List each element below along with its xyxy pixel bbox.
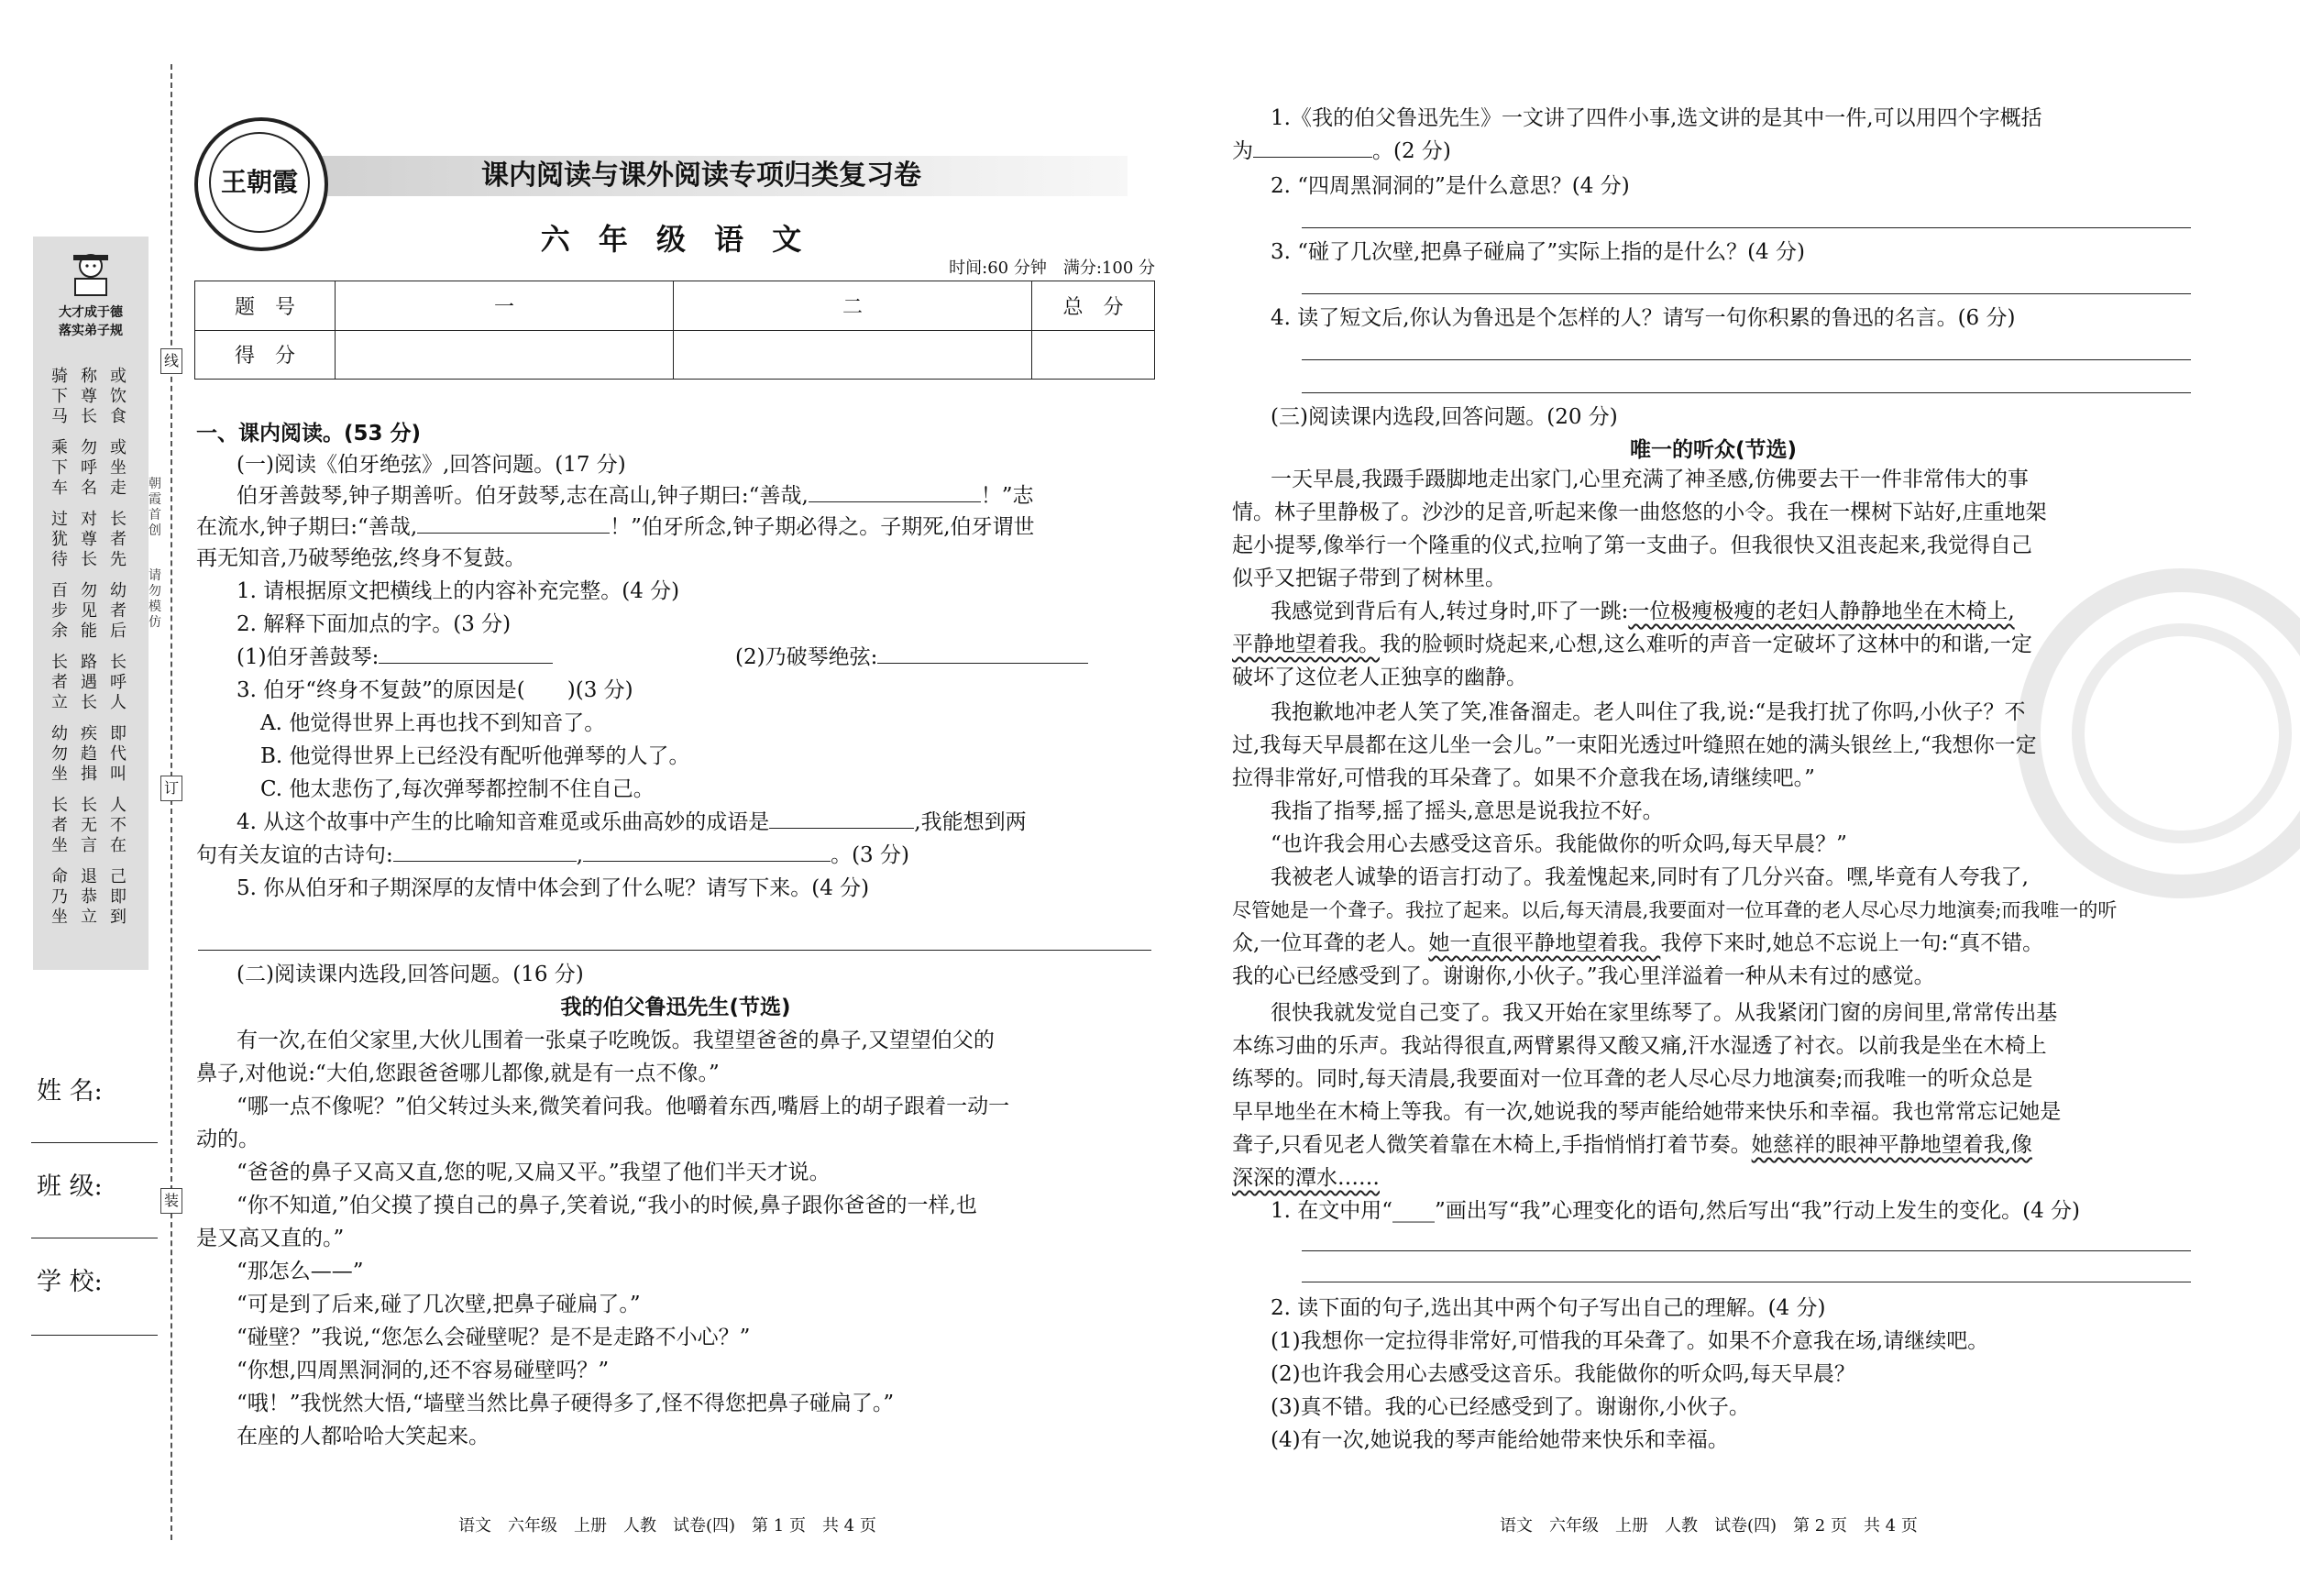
passage-line [1232, 1162, 1380, 1194]
question: 5. 你从伯牙和子期深厚的友情中体会到了什么呢？请写下来。(4 分) [237, 876, 870, 900]
passage-line: 有一次,在伯父家里,大伙儿围着一张桌子吃晚饭。我望望爸爸的鼻子,又望望伯父的 [237, 1029, 995, 1052]
seal-char-2: 订 [160, 776, 182, 801]
rule-column: 长者坐 [51, 796, 68, 855]
passage-line: 似乎又把锯子带到了树林里。 [1232, 567, 1506, 590]
question-text: 为 [1232, 139, 1253, 163]
question: 3. 伯牙“终身不复鼓”的原因是( )(3 分) [237, 678, 633, 702]
rule-column: 长者先 [110, 510, 127, 569]
answer-blank[interactable] [393, 841, 577, 862]
cut-line [171, 64, 172, 1540]
rule-column: 退恭立 [81, 867, 97, 927]
marked-sentence: 她慈祥的眼神平静地望着我,像 [1751, 1133, 2032, 1157]
page-footer: 语文 六年级 上册 人教 试卷(四) 第 1 页 共 4 页 [458, 1516, 876, 1535]
note-no-copy: 请勿模仿 [149, 568, 161, 630]
passage-line: 我指了指琴,摇了摇头,意思是说我拉不好。 [1271, 799, 1664, 823]
rule-column: 疾趋揖 [81, 724, 97, 784]
question-text: ,我能想到两 [914, 810, 1027, 834]
answer-line[interactable] [1302, 392, 2191, 393]
rule-column: 长者立 [51, 653, 68, 712]
passage-line [1232, 1129, 2032, 1161]
question: 4. 读了短文后,你认为鲁迅是个怎样的人？请写一句你积累的鲁迅的名言。(6 分) [1271, 306, 2016, 330]
passage-line: 鼻子,对他说:“大伯,您跟爸爸哪儿都像,就是有一点不像。” [196, 1062, 720, 1085]
page-footer: 语文 六年级 上册 人教 试卷(四) 第 2 页 共 4 页 [1500, 1516, 1918, 1535]
score-table [194, 281, 1155, 380]
question-text: 4. 从这个故事中产生的比喻知音难觅或乐曲高妙的成语是 [237, 810, 770, 834]
answer-line[interactable] [1302, 1250, 2191, 1251]
question: 2. 读下面的句子,选出其中两个句子写出自己的理解。(4 分) [1271, 1296, 1826, 1320]
note-original: 朝霞首创 [149, 477, 161, 538]
passage-line: “可是到了后来,碰了几次壁,把鼻子碰扁了。” [237, 1293, 641, 1316]
watermark-seal-inner [2072, 623, 2292, 843]
answer-line[interactable] [1302, 293, 2191, 294]
passage-text: ！”伯牙所念,钟子期必得之。子期死,伯牙谓世 [610, 515, 1035, 539]
choice[interactable]: B. 他觉得世界上已经没有配听他弹琴的人了。 [260, 744, 690, 768]
passage-line: 本练习曲的乐声。我站得很直,两臂累得又酸又痛,汗水湿透了衬衣。以前我是坐在木椅上 [1232, 1034, 2047, 1058]
question: 句有关友谊的古诗句: , 。(3 分) [196, 840, 909, 871]
passage-text: 众,一位耳聋的老人。 [1232, 931, 1429, 955]
rule-column: 对尊长 [81, 510, 97, 569]
passage-text: 我停下来时,她总不忘说上一句:“真不错。 [1660, 931, 2044, 955]
rule-column: 骑下马 [51, 367, 68, 426]
passage-line: “也许我会用心去感受这音乐。我能做你的听众吗,每天早晨？” [1271, 832, 1847, 856]
mascot-icon [64, 249, 117, 299]
sentence-option: (3)真不错。我的心已经感受到了。谢谢你,小伙子。 [1271, 1395, 1750, 1419]
passage-line: 我被老人诚挚的语言打动了。我羞愧起来,同时有了几分兴奋。嘿,毕竟有人夸我了, [1271, 865, 2029, 889]
passage-line: 是又高又直的。” [196, 1227, 345, 1250]
fill-blank[interactable] [809, 481, 981, 502]
passage-line: 再无知音,乃破琴绝弦,终身不复鼓。 [196, 546, 526, 570]
logo-text: 王朝霞 [209, 132, 310, 233]
passage-line: 练琴的。同时,每天清晨,我要面对一位耳聋的老人尽心尽力地演奏;而我唯一的听众总是 [1232, 1067, 2033, 1091]
passage-line: “哪一点不像呢？”伯父转过头来,微笑着问我。他嚼着东西,嘴唇上的胡子跟着一动一 [237, 1095, 1010, 1118]
passage-title: 我的伯父鲁迅先生(节选) [560, 996, 791, 1019]
passage-line: “你不知道,”伯父摸了摸自己的鼻子,笑着说,“我小的时候,鼻子跟你爸爸的一样,也 [237, 1194, 977, 1217]
rule-column: 百步余 [51, 581, 68, 641]
part-title: (一)阅读《伯牙绝弦》,回答问题。(17 分) [237, 453, 626, 477]
marked-sentence: 深深的潭水…… [1232, 1166, 1380, 1190]
passage-text: 在流水,钟子期曰:“善哉, [196, 515, 418, 539]
question-text: 。(2 分) [1372, 139, 1451, 163]
passage-line: “那怎么——” [237, 1260, 364, 1283]
score-header: 总 分 [1032, 281, 1155, 331]
choice[interactable]: C. 他太悲伤了,每次弹琴都控制不住自己。 [260, 777, 655, 801]
question-text: 。(3 分) [831, 843, 909, 867]
question: 3. “碰了几次壁,把鼻子碰扁了”实际上指的是什么？(4 分) [1271, 240, 1805, 264]
passage-line: 拉得非常好,可惜我的耳朵聋了。如果不介意我在场,请继续吧。” [1232, 766, 1815, 790]
score-header: 二 [674, 281, 1032, 331]
passage-line [1232, 629, 2032, 660]
rule-column: 或饮食 [110, 367, 127, 426]
marked-sentence: 她一直很平静地望着我。 [1428, 931, 1661, 955]
rule-column: 即代叫 [110, 724, 127, 784]
sub-question: (1)伯牙善鼓琴: [237, 645, 380, 669]
passage-line: 尽管她是一个聋子。我拉了起来。以后,每天清晨,我要面对一位耳聋的老人尽心尽力地演奏;而我唯一的听 [1232, 899, 2118, 921]
page-title: 课内阅读与课外阅读专项归类复习卷 [481, 160, 921, 192]
score-cell[interactable] [336, 330, 674, 380]
answer-line[interactable] [1302, 227, 2191, 228]
rule-column: 幼者后 [110, 581, 127, 641]
school-label: 学 校: [37, 1268, 103, 1296]
passage-line: 动的。 [196, 1128, 259, 1151]
choice[interactable]: A. 他觉得世界上再也找不到知音了。 [260, 711, 606, 735]
passage-line: 一天早晨,我蹑手蹑脚地走出家门,心里充满了神圣感,仿佛要去干一件非常伟大的事 [1271, 468, 2029, 491]
passage-line [1232, 928, 2043, 959]
question: 2. 解释下面加点的字。(3 分) [237, 612, 512, 636]
answer-line[interactable] [198, 950, 1151, 951]
rule-column: 乘下车 [51, 438, 68, 498]
passage-text: ！”志 [980, 484, 1034, 508]
passage-line: “你想,四周黑洞洞的,还不容易碰壁吗？” [237, 1359, 610, 1382]
score-row-label: 得 分 [195, 330, 336, 380]
seal-char-3: 装 [160, 1188, 182, 1214]
answer-blank[interactable] [877, 643, 1088, 664]
sub-question: (2)乃破琴绝弦: [735, 645, 878, 669]
question [237, 642, 553, 673]
passage-line: 起小提琴,像举行一个隆重的仪式,拉响了第一支曲子。但我很快又沮丧起来,我觉得自己 [1232, 534, 2032, 557]
question [237, 807, 1027, 838]
passage-text: 聋子,只看见老人微笑着靠在木椅上,手指悄悄打着节奏。 [1232, 1133, 1752, 1157]
answer-blank[interactable] [583, 841, 831, 862]
passage-line: “哦！”我恍然大悟,“墙壁当然比鼻子硬得多了,怪不得您把鼻子碰扁了。” [237, 1392, 895, 1415]
passage-line: 我的心已经感受到了。谢谢你,小伙子。”我心里洋溢着一种从未有过的感觉。 [1232, 964, 1935, 988]
rule-column: 过犹待 [51, 510, 68, 569]
motto-top: 大才成于德 [59, 305, 123, 320]
passage-line: “碰壁？”我说,“您怎么会碰壁呢？是不是走路不小心？” [237, 1326, 751, 1349]
section-heading: 一、课内阅读。(53 分) [196, 422, 422, 446]
question: 1.《我的伯父鲁迅先生》一文讲了四件小事,选文讲的是其中一件,可以用四个字概括 [1271, 106, 2042, 130]
passage-line [1271, 596, 2015, 627]
subject-title: 六 年 级 语 文 [540, 222, 811, 257]
question: 2. “四周黑洞洞的”是什么意思？(4 分) [1271, 174, 1630, 198]
marked-sentence: 一位极瘦极瘦的老妇人静静地坐在木椅上, [1628, 600, 2015, 623]
rule-column: 勿见能 [81, 581, 97, 641]
rule-column: 称尊长 [81, 367, 97, 426]
part-title: (三)阅读课内选段,回答问题。(20 分) [1271, 405, 1618, 429]
question [735, 642, 1088, 673]
passage-line: 过,我每天早晨都在这儿坐一会儿。”一束阳光透过叶缝照在她的满头银丝上,“我想你一定 [1232, 733, 2037, 757]
passage-line [237, 480, 1034, 512]
rule-column: 幼勿坐 [51, 724, 68, 784]
score-header: 题 号 [195, 281, 336, 331]
rule-column: 或坐走 [110, 438, 127, 498]
passage-line: 很快我就发觉自己变了。我又开始在家里练琴了。从我紧闭门窗的房间里,常常传出基 [1271, 1001, 2058, 1025]
passage-line: 我抱歉地冲老人笑了笑,准备溜走。老人叫住了我,说:“是我打扰了你吗,小伙子？不 [1271, 700, 2026, 724]
passage-text: 伯牙善鼓琴,钟子期善听。伯牙鼓琴,志在高山,钟子期曰:“善哉, [237, 484, 809, 508]
question [1232, 136, 1451, 167]
passage-text: 我感觉到背后有人,转过身时,吓了一跳: [1271, 600, 1629, 623]
answer-blank[interactable] [1253, 137, 1372, 158]
rule-column: 勿呼名 [81, 438, 97, 498]
passage-title: 唯一的听众(节选) [1629, 438, 1798, 462]
rule-column: 长无言 [81, 796, 97, 855]
passage-line [196, 512, 1035, 543]
part-title: (二)阅读课内选段,回答问题。(16 分) [237, 963, 584, 986]
score-header: 一 [336, 281, 674, 331]
passage-line: 在座的人都哈哈大笑起来。 [237, 1425, 490, 1448]
fill-blank[interactable] [417, 512, 610, 534]
marked-sentence: 平静地望着我。 [1232, 633, 1380, 656]
rule-column: 命乃坐 [51, 867, 68, 927]
answer-blank[interactable] [769, 808, 914, 829]
question: 1. 在文中用“____”画出写“我”心理变化的语句,然后写出“我”行动上发生的变化。(4 分) [1271, 1199, 2081, 1223]
sentence-option: (2)也许我会用心去感受这音乐。我能做你的听众吗,每天早晨？ [1271, 1362, 1855, 1386]
answer-blank[interactable] [379, 643, 553, 664]
rule-column: 人不在 [110, 796, 127, 855]
passage-line: 情。林子里静极了。沙沙的足音,听起来像一曲悠悠的小令。我在一棵树下站好,庄重地架 [1232, 501, 2047, 524]
question-text: 句有关友谊的古诗句: [196, 843, 393, 867]
score-cell[interactable] [1032, 330, 1155, 380]
question: 1. 请根据原文把横线上的内容补充完整。(4 分) [237, 579, 680, 603]
score-cell[interactable] [674, 330, 1032, 380]
passage-line: “爸爸的鼻子又高又直,您的呢,又扁又平。”我望了他们半天才说。 [237, 1161, 831, 1184]
sentence-option: (1)我想你一定拉得非常好,可惜我的耳朵聋了。如果不介意我在场,请继续吧。 [1271, 1329, 1989, 1353]
passage-line: 破坏了这位老人正独享的幽静。 [1232, 666, 1527, 689]
name-field[interactable] [31, 1142, 158, 1143]
name-label: 姓 名: [37, 1077, 103, 1106]
passage-text: 我的脸顿时烧起来,心想,这么难听的声音一定破坏了这林中的和谐,一定 [1380, 633, 2032, 656]
seal-char-1: 线 [160, 348, 182, 374]
passage-line: 早早地坐在木椅上等我。有一次,她说我的琴声能给她带来快乐和幸福。我也常常忘记她是 [1232, 1100, 2062, 1124]
class-label: 班 级: [37, 1172, 103, 1201]
rule-column: 长呼人 [110, 653, 127, 712]
school-field[interactable] [31, 1335, 158, 1336]
rule-column: 路遇长 [81, 653, 97, 712]
motto-bottom: 落实弟子规 [59, 324, 123, 338]
time-score-info: 时间:60 分钟 满分:100 分 [949, 259, 1155, 278]
sentence-option: (4)有一次,她说我的琴声能给她带来快乐和幸福。 [1271, 1428, 1729, 1452]
rule-column: 己即到 [110, 867, 127, 927]
binding-strip [33, 237, 149, 970]
answer-line[interactable] [1302, 359, 2191, 360]
